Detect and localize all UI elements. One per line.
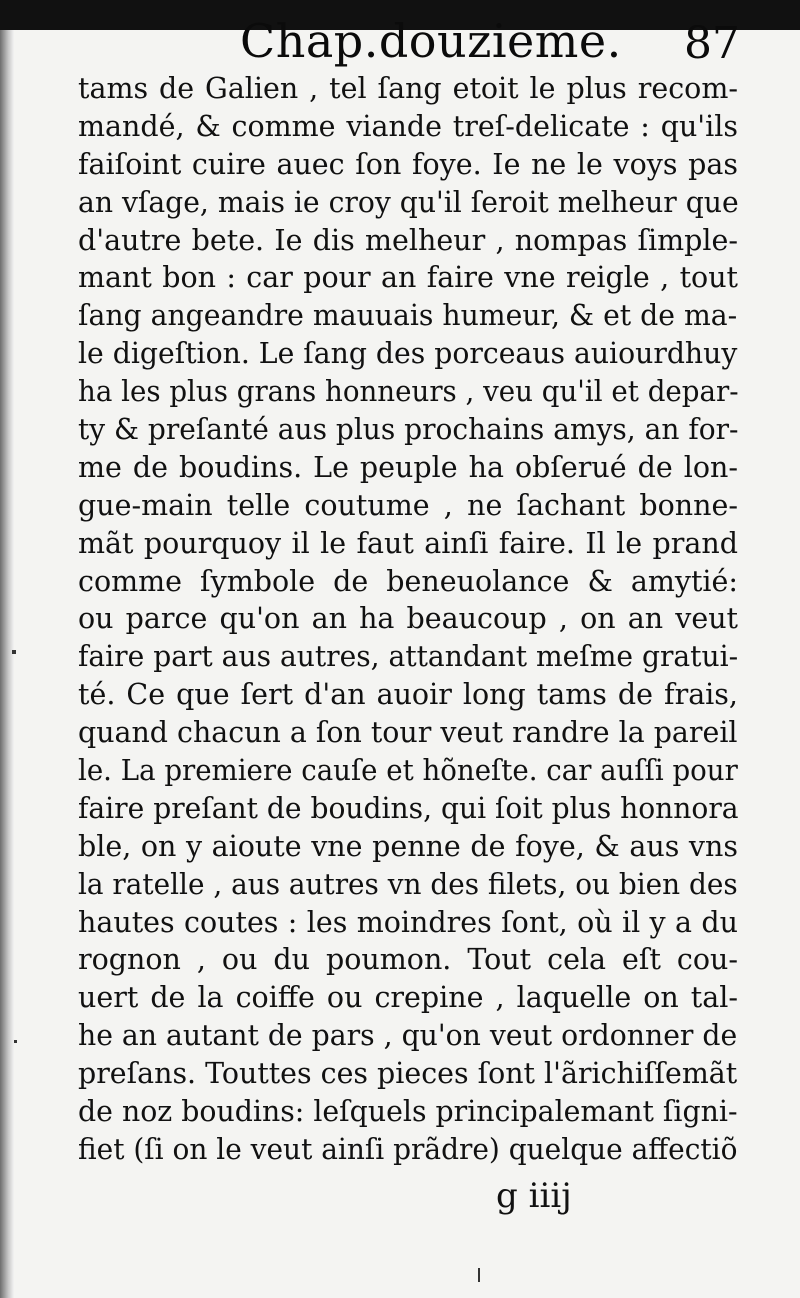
text-line: hautes coutes : les moindres ſont, où il y a du bbox=[78, 905, 738, 939]
text-line: fiet (ſi on le veut ainſi prãdre) quelque affectiõ bbox=[78, 1132, 738, 1166]
text-line: ty & preſanté aus plus prochains amys, an for- bbox=[78, 413, 739, 447]
text-line: ha les plus grans honneurs , veu qu'il et depar- bbox=[78, 375, 739, 409]
text-line: d'autre bete. Ie dis melheur , nompas ſimple- bbox=[78, 223, 738, 257]
text-line: mãt pourquoy il le faut ainſi faire. Il le prand bbox=[78, 526, 738, 560]
running-title: Chap.douzieme. bbox=[240, 14, 622, 68]
text-line: faire part aus autres, attandant meſme gratui- bbox=[78, 640, 739, 674]
text-line: la ratelle , aus autres vn des filets, ou bien des bbox=[78, 867, 738, 901]
text-line: me de boudins. Le peuple ha obſerué de lon- bbox=[78, 450, 738, 484]
stray-mark bbox=[14, 1040, 17, 1043]
body-text bbox=[78, 70, 738, 1169]
text-line: faiſoint cuire auec ſon foye. Ie ne le voys pas bbox=[78, 147, 738, 181]
text-line: gue-main telle coutume , ne ſachant bonne- bbox=[78, 488, 738, 522]
stray-mark bbox=[12, 650, 16, 654]
text-line: le digeſtion. Le ſang des porceaus auiourdhuy bbox=[78, 337, 738, 371]
text-line: té. Ce que ſert d'an auoir long tams de frais, bbox=[78, 678, 738, 712]
page-gutter-shadow bbox=[0, 30, 14, 1298]
text-line: ſang angeandre mauuais humeur, & et de ma- bbox=[78, 299, 738, 333]
text-line: de noz boudins: leſquels principalemant ſigni- bbox=[78, 1095, 738, 1129]
text-line: he an autant de pars , qu'on veut ordonner de bbox=[78, 1019, 738, 1053]
text-line: quand chacun a ſon tour veut randre la pareil bbox=[78, 716, 738, 750]
text-line: tams de Galien , tel ſang etoit le plus recom- bbox=[78, 72, 738, 105]
text-line: rognon , ou du poumon. Tout cela eſt cou- bbox=[78, 943, 738, 977]
text-line: faire preſant de boudins, qui ſoit plus honnora bbox=[78, 791, 739, 825]
text-line: ble, on y aioute vne penne de foye, & aus vns bbox=[78, 829, 738, 863]
page-header bbox=[0, 14, 800, 74]
text-line: le. La premiere cauſe et hõneſte. car auſſi pour bbox=[78, 754, 738, 788]
text-line: an vſage, mais ie croy qu'il ſeroit melheur que bbox=[78, 185, 739, 219]
stray-mark bbox=[478, 1268, 480, 1282]
text-line: comme ſymbole de beneuolance & amytié: bbox=[78, 564, 738, 598]
text-line: mandé, & comme viande treſ-delicate : qu'ils bbox=[78, 109, 738, 143]
text-line: ou parce qu'on an ha beaucoup , on an veut bbox=[78, 602, 738, 636]
text-line: uert de la coiffe ou crepine , laquelle on tal- bbox=[78, 981, 738, 1015]
text-line: preſans. Touttes ces pieces ſont l'ãrichiſſemãt bbox=[78, 1057, 738, 1091]
page-number: 87 bbox=[684, 18, 740, 69]
text-line: mant bon : car pour an faire vne reigle , tout bbox=[78, 261, 738, 295]
signature-mark: g iiij bbox=[496, 1176, 572, 1216]
